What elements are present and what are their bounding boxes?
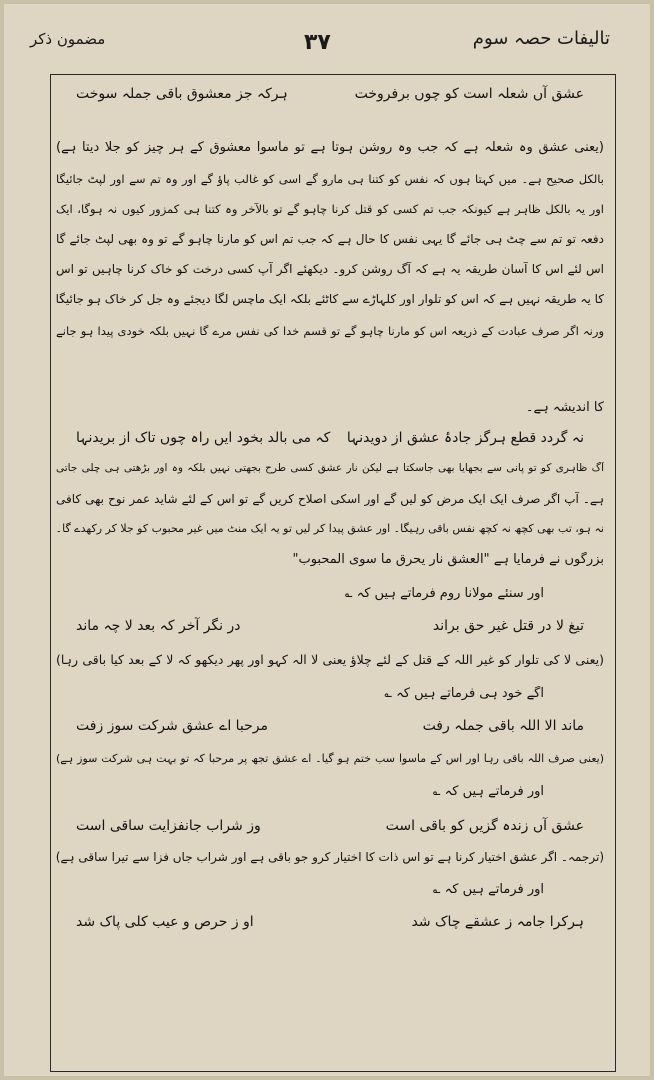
verse-2 xyxy=(56,430,604,454)
verse-hemistich: مرحبا اے عشق شرکت سوز زفت xyxy=(76,718,269,734)
verse-4 xyxy=(56,718,604,742)
text-line: ہے۔ آپ اگر صرف ایک ایک مرض کو لیں گے اور اسکی اصلاح کریں گے تو اس کے لئے شاید عمر نوح بھی کافی xyxy=(56,492,604,506)
text-line: کا یہ طریقہ نہیں ہے کہ اس کو تلوار اور کلہاڑے سے کاٹئے بلکہ ایک ماچس لگا دیجئے وہ جل کر خاک ہو جائیگا xyxy=(56,292,604,306)
text-line: کا اندیشہ ہے۔ xyxy=(525,400,604,415)
verse-6 xyxy=(56,914,604,938)
text-line: اور فرماتے ہیں کہ ؎ xyxy=(432,882,544,897)
verse-hemistich: عشق آں زندہ گزیں کو باقی است xyxy=(385,818,584,834)
text-line: آگے خود ہی فرماتے ہیں کہ ؎ xyxy=(384,686,544,701)
book-title: تالیفات حصہ سوم xyxy=(472,28,610,49)
text-line: (ترجمہ۔ اگر عشق اختیار کرنا ہے تو اس ذات کا اختیار کرو جو باقی ہے اور شراب جاں فزا سے تیرا ساقی ہے) xyxy=(56,850,604,864)
text-line: ورنہ اگر صرف عبادت کے ذریعہ اس کو مارنا چاہو گے تو قسم خدا کی نفس مرے گا نہیں بلکہ خودی پیدا ہو جانے xyxy=(56,324,604,338)
text-line: (یعنی صرف اللہ باقی رہا اور اس کے ماسوا سب ختم ہو گیا۔ اے عشق تجھ پر مرحبا کہ تو بہت ہی شرکت سوز ہے) xyxy=(56,752,604,765)
text-line: بزرگوں نے فرمایا ہے "العشق نار یحرق ما سوی المحبوب" xyxy=(292,552,604,567)
verse-hemistich: او ز حرص و عیب کلی پاک شد xyxy=(76,914,254,930)
verse-hemistich: ہرکہ جز معشوق باقی جملہ سوخت xyxy=(76,86,288,102)
verse-5 xyxy=(56,818,604,842)
verse-hemistich: ہرکرا جامہ ز عشقے چاک شد xyxy=(411,914,584,930)
verse-hemistich: نہ گردد قطع ہرگز جادۂ عشق از دویدنہا xyxy=(346,430,584,446)
text-line: آگ ظاہری کو تو پانی سے بجھایا بھی جاسکتا ہے لیکن نار عشق کسی طرح بجھتی نہیں بلکہ وہ اور بڑھتی ہی چلی جاتی xyxy=(56,462,604,474)
verse-hemistich: عشق آں شعلہ است کو چوں برفروخت xyxy=(354,86,584,102)
verse-hemistich: ماند الا اللہ باقی جملہ رفت xyxy=(422,718,584,734)
page-number: ۳۷ xyxy=(304,30,331,55)
text-line: دفعہ تو تم سے چٹ ہی جائے گا یہی نفس کا حال ہے کہ جب تم اس کو مارنا چاہو گے تو وہ بھی لپٹ جائے گا xyxy=(56,232,604,246)
page-body xyxy=(56,82,604,1062)
verse-3 xyxy=(56,618,604,642)
text-line: اور یہ بالکل ظاہر ہے کیونکہ جب تم کسی کو قتل کرنا چاہو گے تو بالآخر وہ کتنا ہی کمزور کیوں نہ ہوگا، ایک xyxy=(56,202,604,216)
verse-hemistich: در نگر آخر کہ بعد لا چہ ماند xyxy=(76,618,241,634)
page-header xyxy=(4,4,650,74)
text-line: (یعنی لا کی تلوار کو غیر اللہ کے قتل کے لئے چلاؤ یعنی لا الہ کہو اور پھر دیکھو کہ لا کے بعد کیا باقی رہا) xyxy=(56,652,604,667)
text-line: (یعنی عشق وہ شعلہ ہے کہ جب وہ روشن ہوتا ہے تو ماسوا معشوق کے ہر چیز کو جلا دیتا ہے) xyxy=(56,140,604,155)
section-title: مضمون ذکر xyxy=(30,30,106,48)
verse-hemistich: کہ می بالد بخود ایں راہ چوں تاک از بریدنہا xyxy=(76,430,331,446)
verse-1 xyxy=(56,86,604,110)
text-line: بالکل صحیح ہے۔ میں کہتا ہوں کہ نفس کو کتنا ہی مارو گے اسی کو غالب پاؤ گے اور وہ تم سے اور لپٹ جائیگا xyxy=(56,172,604,186)
text-line: اس لئے اس کا آسان طریقہ یہ ہے کہ آگ روشن کرو۔ دیکھئے اگر آپ کسی درخت کو خاک کرنا چاہیں تو اس xyxy=(56,262,604,276)
verse-hemistich: وز شراب جانفزایت ساقی است xyxy=(76,818,261,834)
text-line: اور سنئے مولانا روم فرماتے ہیں کہ ؎ xyxy=(344,586,544,601)
text-line: نہ ہو، تب بھی کچھ نہ کچھ نفس باقی رہیگا۔ اور عشق پیدا کر لیں تو یہ ایک منٹ میں غیر محبوب کو جلا کر رکھدے گا۔ xyxy=(56,522,604,535)
text-line: اور فرماتے ہیں کہ ؎ xyxy=(432,784,544,799)
verse-hemistich: تیغ لا در قتل غیر حق براند xyxy=(432,618,584,634)
